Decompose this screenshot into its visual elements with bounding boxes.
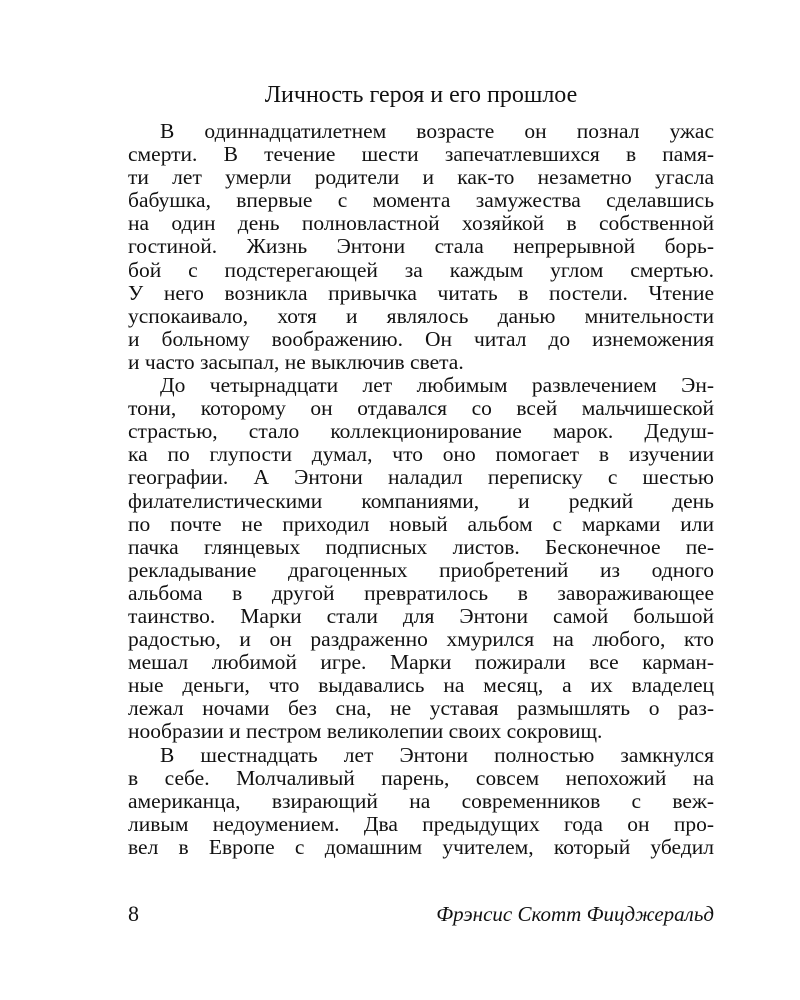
page-number: 8 bbox=[128, 901, 139, 926]
text-line: До четырнадцати лет любимым развлечением Эн- bbox=[160, 374, 714, 398]
text-line: в себе. Молчаливый парень, совсем непохожий на bbox=[128, 766, 714, 790]
text-line: рекладывание драгоценных приобретений из одного bbox=[128, 558, 714, 582]
text-line: бой с подстерегающей за каждым углом смертью. bbox=[128, 258, 714, 282]
text-line: и часто засыпал, не выключив света. bbox=[128, 350, 464, 374]
chapter-heading: Личность героя и его прошлое bbox=[264, 82, 578, 108]
text-line: гостиной. Жизнь Энтони стала непрерывной борь- bbox=[128, 235, 714, 259]
text-line: таинство. Марки стали для Энтони самой большой bbox=[128, 604, 714, 628]
text-line: нообразии и пестром великолепии своих сокровищ. bbox=[128, 720, 603, 744]
text-line: пачка глянцевых подписных листов. Бесконечное пе- bbox=[128, 535, 714, 559]
paragraph bbox=[128, 374, 714, 744]
text-line: вел в Европе с домашним учителем, который убедил bbox=[128, 835, 714, 859]
text-line: и больному воображению. Он читал до изнеможения bbox=[128, 327, 714, 351]
text-line: на один день полновластной хозяйкой в собственной bbox=[128, 212, 714, 236]
text-line: географии. А Энтони наладил переписку с шестью bbox=[128, 466, 714, 490]
text-line: страстью, стало коллекционирование марок. Дедуш- bbox=[128, 420, 714, 444]
text-line: филателистическими компаниями, и редкий день bbox=[128, 489, 714, 513]
body-text bbox=[128, 120, 714, 859]
text-line: У него возникла привычка читать в постели. Чтение bbox=[128, 281, 714, 305]
text-line: бабушка, впервые с момента замужества сделавшись bbox=[128, 189, 714, 213]
text-line: ти лет умерли родители и как-то незаметно угасла bbox=[128, 166, 714, 190]
running-head-author: Фрэнсис Скотт Фицджеральд bbox=[436, 902, 714, 926]
text-line: ливым недоумением. Два предыдущих года он про- bbox=[128, 812, 714, 836]
page-footer bbox=[128, 901, 714, 929]
text-line: американца, взирающий на современников с веж- bbox=[128, 789, 714, 813]
text-line: мешал любимой игре. Марки пожирали все карман- bbox=[128, 651, 714, 675]
text-line: радостью, и он раздраженно хмурился на любого, кто bbox=[128, 628, 714, 652]
text-line: В одиннадцатилетнем возрасте он познал ужас bbox=[160, 120, 714, 143]
text-line: В шестнадцать лет Энтони полностью замкнулся bbox=[160, 743, 714, 767]
text-line: тони, которому он отдавался со всей мальчишеской bbox=[128, 397, 714, 421]
book-page bbox=[128, 0, 714, 1000]
paragraph bbox=[128, 744, 714, 859]
text-line: успокаивало, хотя и являлось данью мнительности bbox=[128, 304, 714, 328]
text-line: смерти. В течение шести запечатлевшихся в памя- bbox=[128, 143, 714, 167]
text-line: альбома в другой превратилось в завораживающее bbox=[128, 581, 714, 605]
paragraph bbox=[128, 120, 714, 374]
text-line: лежал ночами без сна, не уставая размышлять о раз- bbox=[128, 697, 714, 721]
text-line: по почте не приходил новый альбом с марками или bbox=[128, 512, 714, 536]
text-line: ка по глупости думал, что оно помогает в изучении bbox=[128, 443, 714, 467]
text-line: ные деньги, что выдавались на месяц, а их владелец bbox=[128, 674, 714, 698]
